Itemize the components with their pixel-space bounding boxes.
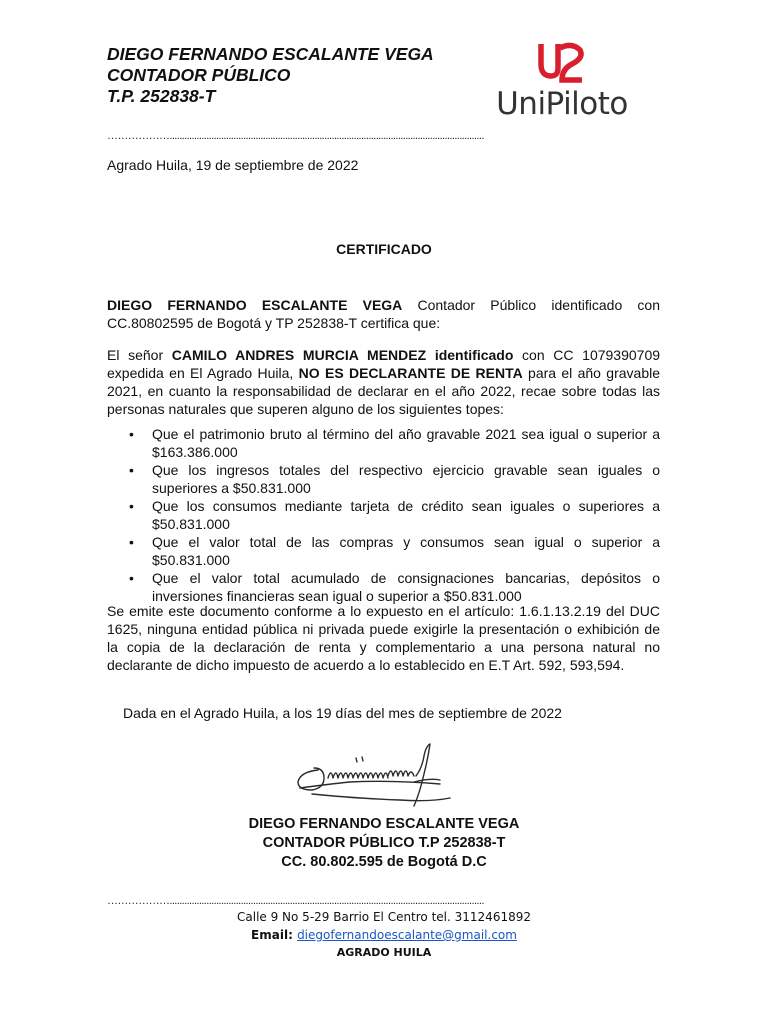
email-label: Email: — [251, 928, 298, 942]
footer-email-line — [0, 926, 768, 944]
bullet-icon: • — [129, 462, 134, 478]
list-item — [107, 569, 660, 605]
intro-name: DIEGO FERNANDO ESCALANTE VEGA — [107, 297, 403, 313]
date-line: Agrado Huila, 19 de septiembre de 2022 — [107, 157, 359, 173]
unipiloto-mark-icon — [492, 38, 632, 88]
document-title: CERTIFICADO — [336, 241, 432, 257]
list-item — [107, 533, 660, 569]
body-mid1: con CC 1079390709 expedida en El Agrado Huila, — [107, 347, 661, 381]
list-item-text: Que el valor total acumulado de consignaciones bancarias, depósitos o inversiones financieras sean igual o superior a $50.831.000 — [152, 570, 660, 604]
closing-paragraph: Se emite este documento conforme a lo expuesto en el artículo: 1.6.1.13.2.19 del DUC 1625, ninguna entidad pública ni privada puede exigirle la presentación o exhibición de la copia de la declaración de renta y complementario a una persona natural no declarante de dicho impuesto de acuerdo a lo establecido en E.T Art. 592, 593,594. — [107, 603, 660, 673]
declarante-status: NO ES DECLARANTE DE RENTA — [298, 365, 523, 381]
email-link[interactable]: diegofernandoescalante@gmail.com — [297, 928, 517, 942]
footer-separator: ………………................................................................................................................................ — [107, 896, 484, 906]
intro-text: Contador Público identificado con CC.80802595 de Bogotá y TP 252838-T certifica que: — [107, 297, 661, 331]
letterhead-name: DIEGO FERNANDO ESCALANTE VEGA — [107, 44, 434, 64]
person-name: CAMILO ANDRES MURCIA MENDEZ identificado — [171, 347, 514, 363]
bullet-icon: • — [129, 534, 134, 550]
list-item — [107, 461, 660, 497]
body-prefix: El señor — [107, 347, 172, 363]
unipiloto-logo-text: UniPiloto — [496, 86, 628, 122]
footer-address: Calle 9 No 5-29 Barrio El Centro tel. 3112461892 — [237, 910, 531, 924]
bullet-icon: • — [129, 570, 134, 586]
footer — [0, 908, 768, 962]
signer-role: CONTADOR PÚBLICO T.P 252838-T — [262, 835, 506, 851]
list-item-text: Que los consumos mediante tarjeta de crédito sean iguales o superiores a $50.831.000 — [152, 498, 660, 532]
body-mid2: para el año gravable 2021, en cuanto la responsabilidad de declarar en el año 2022, recae sobre todas las personas naturales que superen alguno de los siguientes topes: — [107, 365, 661, 417]
signature-block — [0, 815, 768, 872]
list-item-text: Que el patrimonio bruto al término del año gravable 2021 sea igual o superior a $163.386.000 — [152, 426, 660, 460]
bullet-icon: • — [129, 498, 134, 514]
list-item-text: Que los ingresos totales del respectivo ejercicio gravable sean iguales o superiores a $50.831.000 — [152, 462, 660, 496]
letterhead-role: CONTADOR PÚBLICO — [107, 65, 291, 85]
thresholds-list — [107, 425, 660, 605]
signer-cc: CC. 80.802.595 de Bogotá D.C — [281, 854, 487, 870]
unipiloto-logo — [492, 38, 632, 122]
header-separator: ………………................................................................................................................................ — [107, 131, 484, 141]
letterhead-tp: T.P. 252838-T — [107, 86, 216, 106]
signer-name: DIEGO FERNANDO ESCALANTE VEGA — [248, 816, 520, 832]
issued-statement: Dada en el Agrado Huila, a los 19 días del mes de septiembre de 2022 — [123, 705, 562, 721]
list-item-text: Que el valor total de las compras y consumos sean igual o superior a $50.831.000 — [152, 534, 660, 568]
intro-paragraph — [107, 296, 660, 332]
list-item — [107, 497, 660, 533]
footer-city: AGRADO HUILA — [336, 946, 432, 959]
signature-icon — [290, 738, 460, 813]
body-paragraph — [107, 346, 660, 418]
bullet-icon: • — [129, 426, 134, 442]
letterhead — [107, 44, 434, 107]
list-item — [107, 425, 660, 461]
